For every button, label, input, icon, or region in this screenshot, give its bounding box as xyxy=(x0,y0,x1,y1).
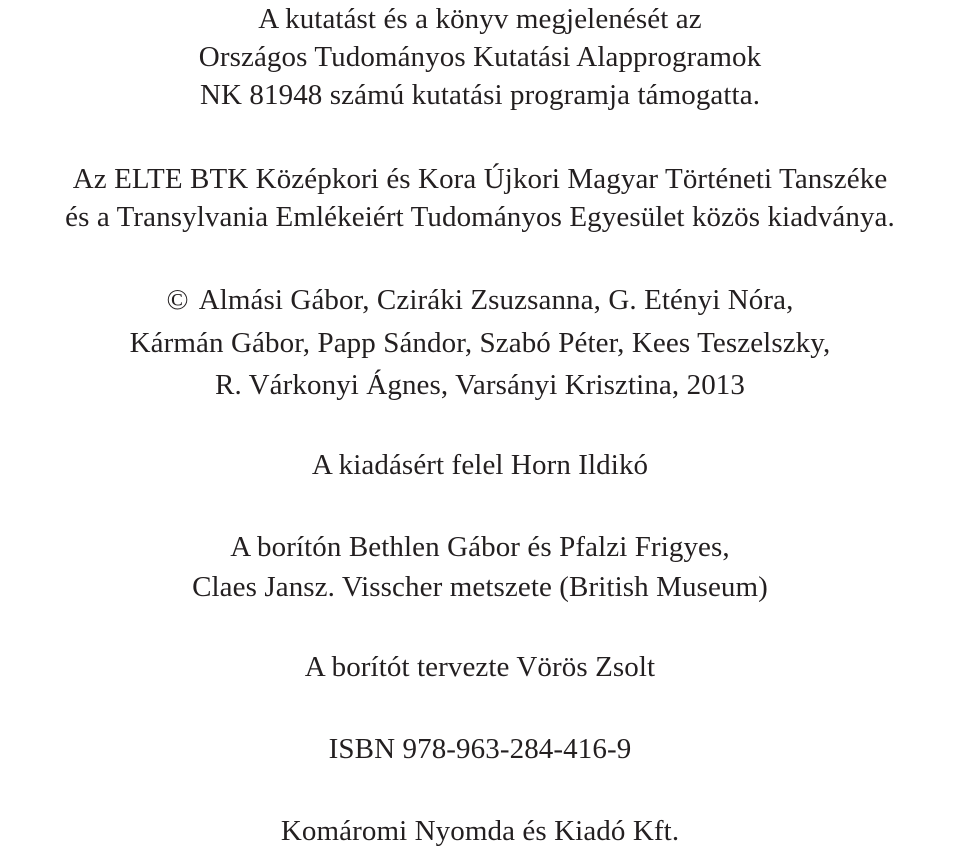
printer: Komáromi Nyomda és Kiadó Kft. xyxy=(280,815,680,847)
copyright-line-3: R. Várkonyi Ágnes, Varsányi Krisztina, 2013 xyxy=(215,369,745,401)
cover-image-line-1: A borítón Bethlen Gábor és Pfalzi Frigyes, xyxy=(230,531,730,563)
copyright-line-2: Kármán Gábor, Papp Sándor, Szabó Péter, Kees Teszelszky, xyxy=(129,327,831,359)
copyright-line-1 xyxy=(0,281,960,319)
support-note-line-2: Országos Tudományos Kutatási Alapprogramok xyxy=(198,41,762,73)
publisher-note-line-2: és a Transylvania Emlékeiért Tudományos Egyesület közös kiadványa. xyxy=(65,201,895,233)
support-note-line-3: NK 81948 számú kutatási programja támogatta. xyxy=(199,79,761,111)
cover-image-line-2: Claes Jansz. Visscher metszete (British Museum) xyxy=(192,571,768,603)
cover-designer: A borítót tervezte Vörös Zsolt xyxy=(304,651,656,683)
copyright-symbol: © xyxy=(166,284,189,316)
responsible-publisher: A kiadásért felel Horn Ildikó xyxy=(311,449,649,481)
copyright-holders-1: Almási Gábor, Cziráki Zsuzsanna, G. Etényi Nóra, xyxy=(198,284,794,316)
support-note-line-1: A kutatást és a könyv megjelenését az xyxy=(258,3,702,35)
isbn: ISBN 978-963-284-416-9 xyxy=(328,733,632,765)
publisher-note-line-1: Az ELTE BTK Középkori és Kora Újkori Magyar Történeti Tanszéke xyxy=(72,163,888,195)
